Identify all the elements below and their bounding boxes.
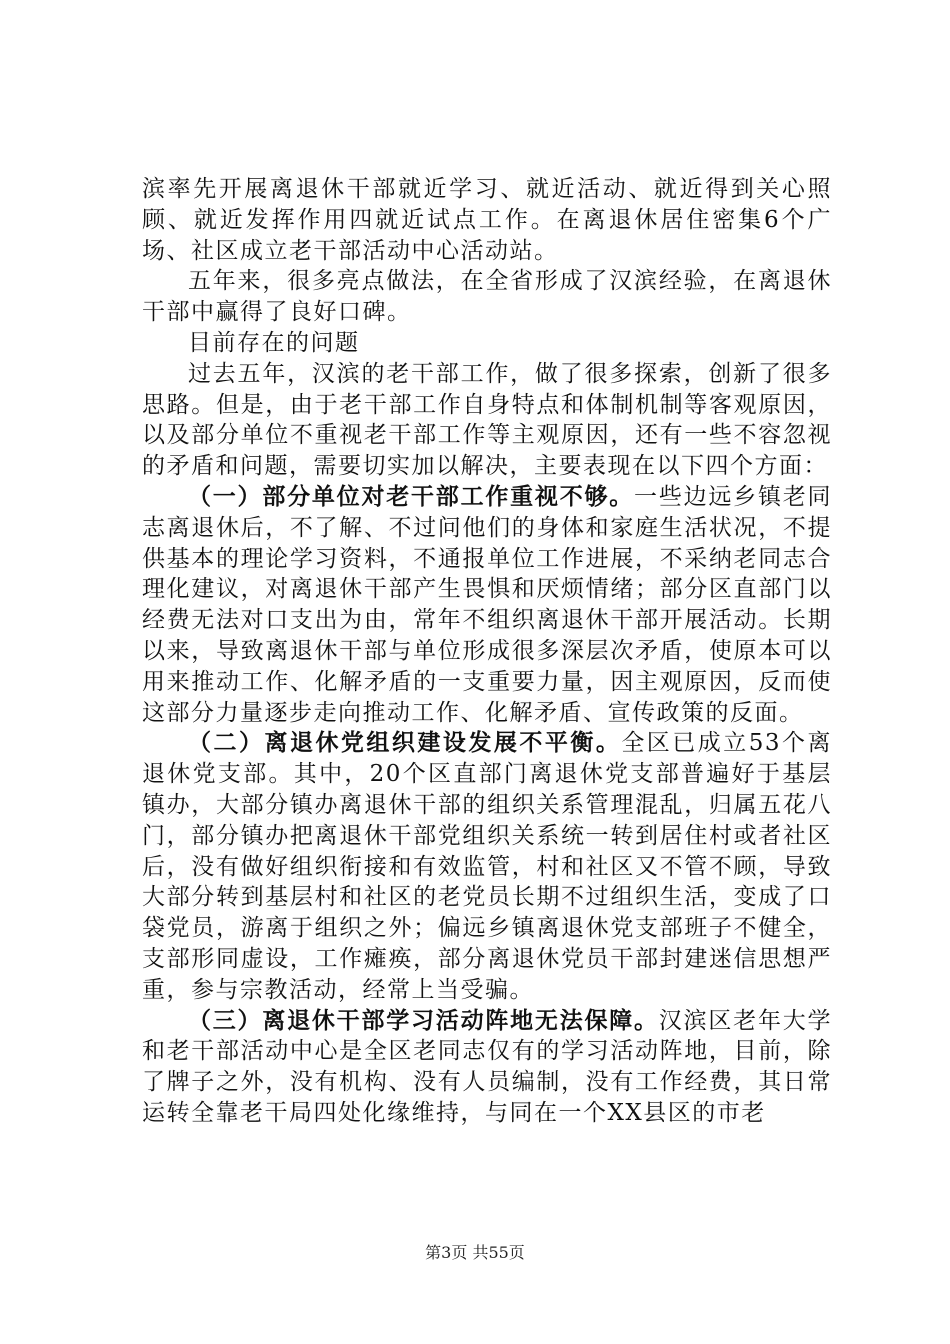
paragraph-4-text: 过去五年，汉滨的老干部工作，做了很多探索，创新了很多思路。但是，由于老干部工作自身特点和体制机制等客观原因，以及部分单位不重视老干部工作等主观原因，还有一些不容忽视的矛盾和问题，需要切实加以解决，主要表现在以下四个方面： xyxy=(142,360,832,480)
paragraph-1 xyxy=(142,174,832,266)
problem-2-text: 全区已成立53个离退休党支部。其中，20个区直部门离退休党支部普遍好于基层镇办，大部分镇办离退休干部的组织关系管理混乱，归属五花八门，部分镇办把离退休干部党组织关系统一转到居住村或者社区后，没有做好组织衔接和有效监管，村和社区又不管不顾，导致大部分转到基层村和社区的老党员长期不过组织生活，变成了口袋党员，游离于组织之外；偏远乡镇离退休党支部班子不健全，支部形同虚设，工作瘫痪，部分离退休党员干部封建迷信思想严重，参与宗教活动，经常上当受骗。 xyxy=(142,730,832,1003)
problem-1-heading: （一）部分单位对老干部工作重视不够。 xyxy=(188,482,635,510)
page-number: 第3页 共55页 xyxy=(425,1243,525,1262)
problem-3-heading: （三）离退休干部学习活动阵地无法保障。 xyxy=(188,1006,659,1034)
problem-1-text: 一些边远乡镇老同志离退休后，不了解、不过问他们的身体和家庭生活状况，不提供基本的理论学习资料，不通报单位工作进展，不采纳老同志合理化建议，对离退休干部产生畏惧和厌烦情绪；部分区直部门以经费无法对口支出为由，常年不组织离退休干部开展活动。长期以来，导致离退休干部与单位形成很多深层次矛盾，使原本可以用来推动工作、化解矛盾的一支重要力量，因主观原因，反而使这部分力量逐步走向推动工作、化解矛盾、宣传政策的反面。 xyxy=(142,483,833,726)
problem-1 xyxy=(142,482,832,728)
section-title-problems xyxy=(142,328,832,359)
paragraph-2-text: 五年来，很多亮点做法，在全省形成了汉滨经验，在离退休干部中赢得了良好口碑。 xyxy=(142,268,832,326)
document-body xyxy=(142,174,832,1129)
paragraph-4 xyxy=(142,359,832,482)
paragraph-2 xyxy=(142,266,832,328)
section-title-text: 目前存在的问题 xyxy=(188,329,360,356)
problem-2-heading: （二）离退休党组织建设发展不平衡。 xyxy=(188,729,622,757)
problem-3 xyxy=(142,1006,832,1129)
paragraph-1-text: 滨率先开展离退休干部就近学习、就近活动、就近得到关心照顾、就近发挥作用四就近试点工作。在离退休居住密集6个广场、社区成立老干部活动中心活动站。 xyxy=(142,176,832,264)
problem-2 xyxy=(142,728,832,1005)
problem-3-text: 汉滨区老年大学和老干部活动中心是全区老同志仅有的学习活动阵地，目前，除了牌子之外，没有机构、没有人员编制，没有工作经费，其日常运转全靠老干局四处化缘维持，与同在一个XX县区的市老 xyxy=(142,1007,833,1126)
page-footer xyxy=(0,1240,950,1263)
